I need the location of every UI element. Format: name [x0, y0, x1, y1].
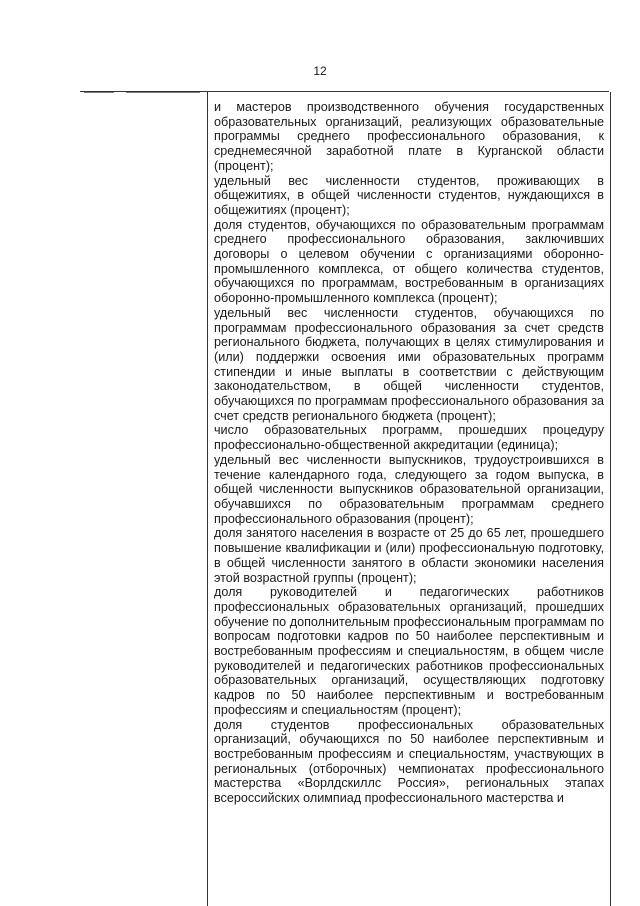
table-right-column	[207, 92, 611, 906]
indicator-list	[214, 100, 604, 806]
indicator-item: доля студентов профессиональных образовательных организаций, обучающихся по 50 наиболее перспективным и востребованным профессиям и специальностям, участвующих в региональных (отборочных) чемпионатах профессионального мастерства «Ворлдскиллс Россия», региональных этапах всероссийских олимпиад профессионального мастерства и	[214, 717, 604, 806]
indicator-item: удельный вес численности студентов, обучающихся по программам профессионального образования за счет средств регионального бюджета, получающих в целях стимулирования и (или) поддержки освоения ими образовательных программ стипендии и иные выплаты в соответствии с действующим законодательством, в общей численности студентов, обучающихся по программам профессионального образования за счет средств регионального бюджета (процент);	[214, 305, 604, 423]
indicator-item: удельный вес численности студентов, проживающих в общежитиях, в общей численности студентов, нуждающихся в общежитиях (процент);	[214, 173, 604, 217]
table-left-column	[80, 92, 207, 906]
indicator-item: удельный вес численности выпускников, трудоустроившихся в течение календарного года, следующего за годом выпуска, в общей численности выпускников образовательной организации, обучавшихся по образовательным программам среднего профессионального образования (процент);	[214, 452, 604, 526]
indicator-item: доля студентов, обучающихся по образовательным программам среднего профессионального образования, заключивших договоры о целевом обучении с организациями оборонно-промышленного комплекса, от общего количества студентов, обучающихся по программам, востребованным в организациях оборонно-промышленного комплекса (процент);	[214, 217, 604, 306]
indicator-item: доля руководителей и педагогических работников профессиональных образовательных организаций, прошедших обучение по дополнительным профессиональным программам по вопросам подготовки кадров по 50 наиболее перспективным и востребованным профессиям и специальностям, в общем числе руководителей и педагогических работников профессиональных образовательных организаций, осуществляющих подготовку кадров по 50 наиболее перспективным и востребованным профессиям и специальностям (процент);	[214, 585, 604, 717]
indicator-item: доля занятого населения в возрасте от 25 до 65 лет, прошедшего повышение квалификации и (или) профессиональную подготовку, в общей численности занятого в области экономики населения этой возрастной группы (процент);	[214, 526, 604, 585]
top-border-fragment	[84, 92, 114, 93]
indicator-table	[80, 91, 609, 906]
indicator-item: и мастеров производственного обучения государственных образовательных организаций, реализующих образовательные программы среднего профессионального образования, к среднемесячной заработной плате в Курганской области (процент);	[214, 100, 604, 173]
top-border-fragment	[126, 92, 200, 93]
indicator-item: число образовательных программ, прошедших процедуру профессионально-общественной аккредитации (единица);	[214, 423, 604, 453]
page-number: 12	[313, 64, 327, 78]
